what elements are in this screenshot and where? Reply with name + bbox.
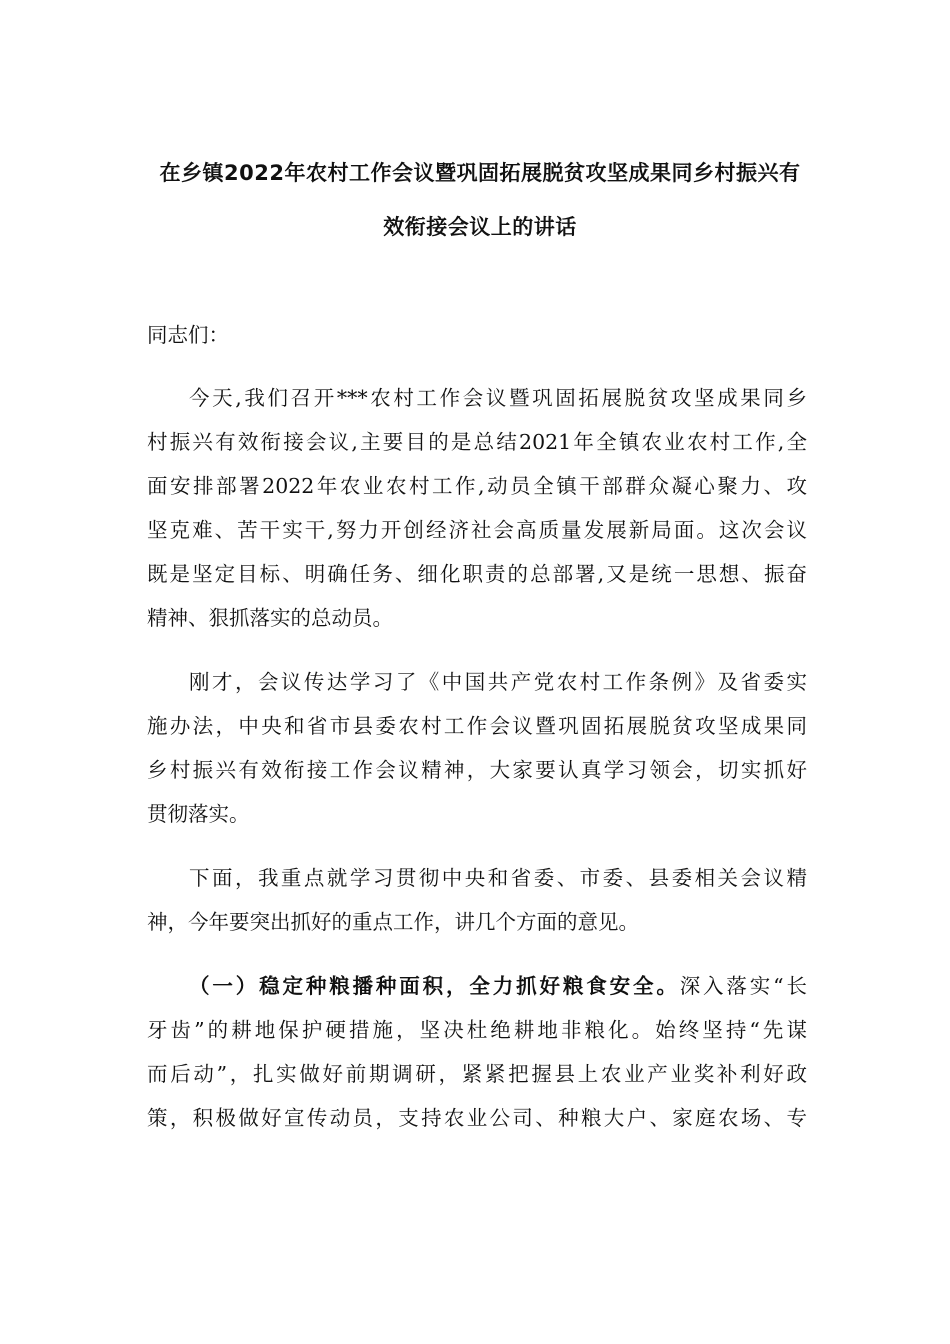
paragraph-line: 而后动”，扎实做好前期调研，紧紧把握县上农业产业奖补利好政 [147, 1062, 807, 1086]
section-1 [147, 964, 807, 1140]
paragraph-line: 牙齿”的耕地保护硬措施，坚决杜绝耕地非粮化。始终坚持“先谋 [147, 1018, 807, 1042]
paragraph-line: 今天,我们召开***农村工作会议暨巩固拓展脱贫攻坚成果同乡 [189, 386, 807, 410]
section-1-heading: （一）稳定种粮播种面积，全力抓好粮食安全。 [189, 974, 680, 998]
paragraph-line: 乡村振兴有效衔接工作会议精神，大家要认真学习领会，切实抓好 [147, 758, 807, 782]
title-line-1: 在乡镇2022年农村工作会议暨巩固拓展脱贫攻坚成果同乡村振兴有 [159, 161, 801, 185]
section-1-first-line [147, 964, 807, 1008]
paragraph-opening [147, 376, 807, 640]
salutation [147, 313, 807, 357]
paragraph-line: 既是坚定目标、明确任务、细化职责的总部署,又是统一思想、振奋 [147, 562, 807, 586]
paragraph-study [147, 660, 807, 836]
section-1-first-line-rest: 深入落实“长 [679, 974, 807, 998]
paragraph-line: 精神、狠抓落实的总动员。 [147, 606, 393, 630]
title-line-2: 效衔接会议上的讲话 [383, 215, 577, 239]
paragraph-line: 施办法，中央和省市县委农村工作会议暨巩固拓展脱贫攻坚成果同 [147, 714, 807, 738]
paragraph-line: 面安排部署2022年农业农村工作,动员全镇干部群众凝心聚力、攻 [147, 474, 807, 498]
salutation-text: 同志们： [147, 323, 229, 347]
paragraph-line: 坚克难、苦干实干,努力开创经济社会高质量发展新局面。这次会议 [147, 518, 807, 542]
document-body [147, 313, 807, 1140]
document-title [140, 146, 820, 254]
paragraph-line: 贯彻落实。 [147, 802, 250, 826]
paragraph-line: 村振兴有效衔接会议,主要目的是总结2021年全镇农业农村工作,全 [147, 430, 807, 454]
paragraph-agenda [147, 856, 807, 944]
paragraph-line: 策，积极做好宣传动员，支持农业公司、种粮大户、家庭农场、专 [147, 1106, 807, 1130]
paragraph-line: 下面，我重点就学习贯彻中央和省委、市委、县委相关会议精 [189, 866, 807, 890]
paragraph-line: 神，今年要突出抓好的重点工作，讲几个方面的意见。 [147, 910, 639, 934]
paragraph-line: 刚才，会议传达学习了《中国共产党农村工作条例》及省委实 [189, 670, 807, 694]
